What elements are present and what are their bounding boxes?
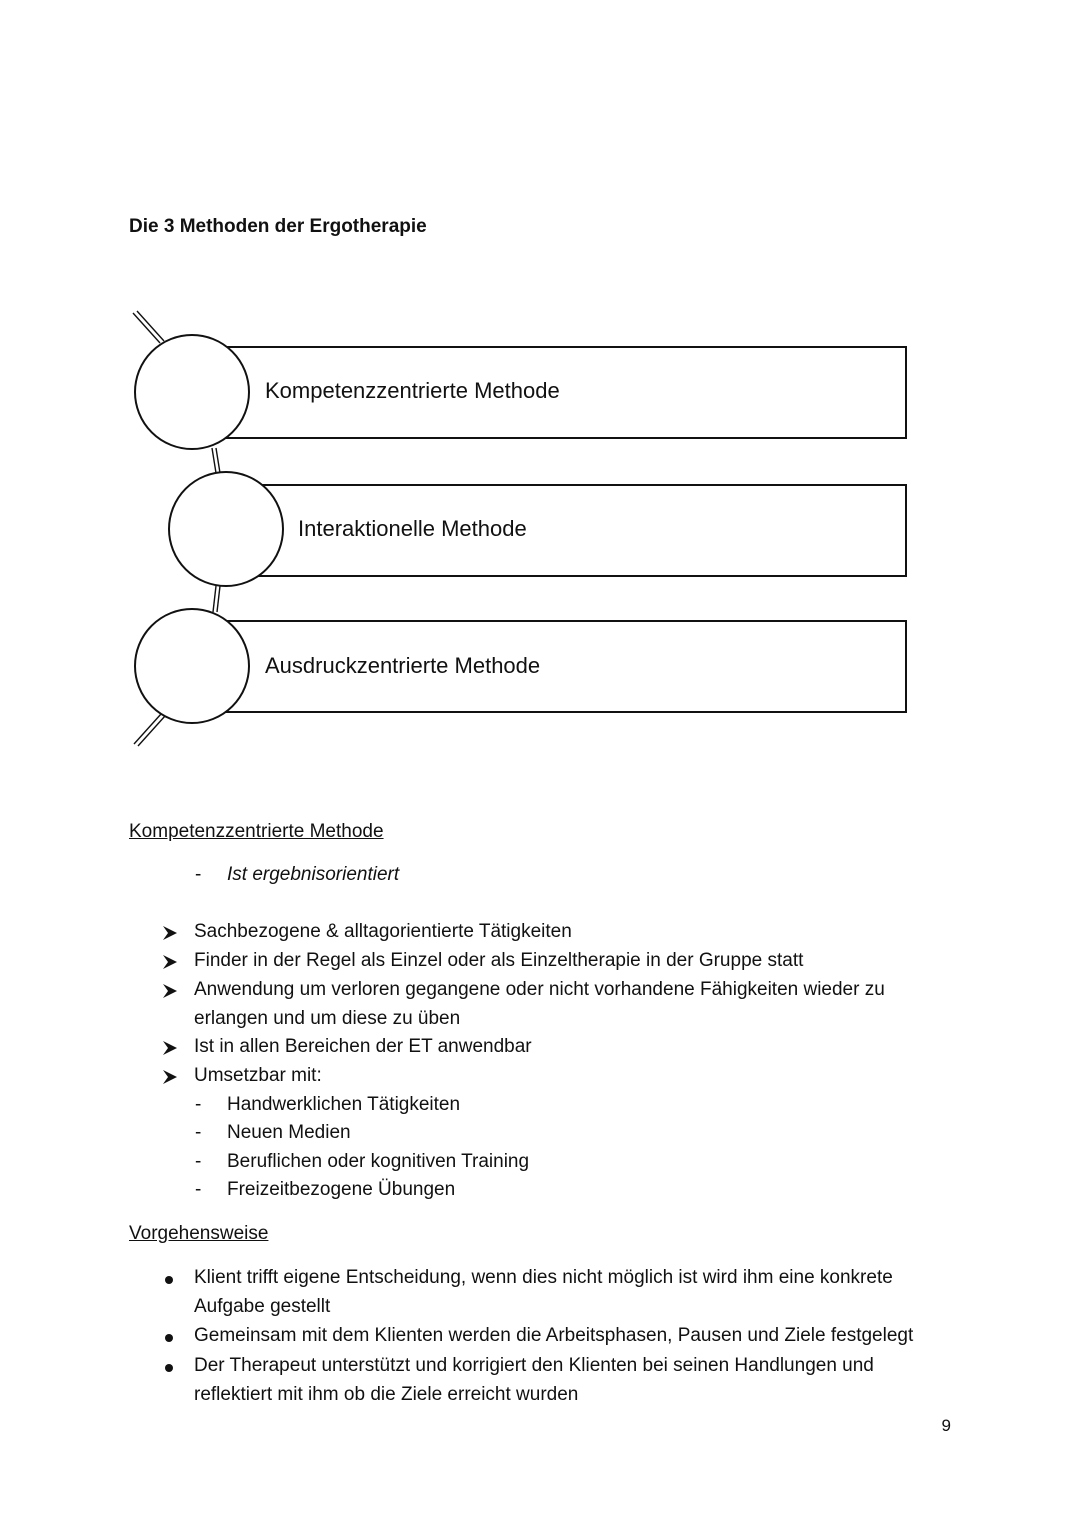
arrow-item: Umsetzbar mit: [194, 1065, 322, 1086]
arrow-item: Sachbezogene & alltagorientierte Tätigkeiten [194, 921, 572, 942]
method-label-2: Interaktionelle Methode [298, 516, 527, 541]
bullet-item: Der Therapeut unterstützt und korrigiert den Klienten bei seinen Handlungen und [194, 1355, 874, 1376]
sub-dash-item: Neuen Medien [227, 1122, 351, 1143]
arrow-bullet-icon [162, 954, 178, 970]
bullet-dot-icon [165, 1334, 173, 1342]
arrow-item-continuation: erlangen und um diese zu üben [194, 1008, 461, 1029]
dash-marker: - [195, 1179, 202, 1200]
section-heading-kompetenz: Kompetenzzentrierte Methode [129, 821, 384, 842]
arrow-bullet-icon [162, 1069, 178, 1085]
bullet-dot-icon [165, 1276, 173, 1284]
bullet-dot-icon [165, 1364, 173, 1372]
arrow-bullet-icon [162, 983, 178, 999]
method-circle-3 [135, 609, 249, 723]
dash-marker: - [195, 1151, 202, 1172]
bullet-item: Gemeinsam mit dem Klienten werden die Arbeitsphasen, Pausen und Ziele festgelegt [194, 1325, 914, 1346]
page-number: 9 [941, 1416, 951, 1435]
arrow-bullet-icon [162, 925, 178, 941]
section-heading-vorgehensweise: Vorgehensweise [129, 1223, 269, 1244]
method-label-3: Ausdruckzentrierte Methode [265, 653, 541, 678]
sub-dash-item: Beruflichen oder kognitiven Training [227, 1151, 530, 1172]
sub-dash-item: Freizeitbezogene Übungen [227, 1179, 456, 1200]
bullet-item-continuation: Aufgabe gestellt [194, 1296, 331, 1317]
dash-marker: - [195, 1122, 202, 1143]
bullet-item: Klient trifft eigene Entscheidung, wenn dies nicht möglich ist wird ihm eine konkrete [194, 1267, 893, 1288]
bullet-item-continuation: reflektiert mit ihm ob die Ziele erreicht wurden [194, 1384, 579, 1405]
method-label-1: Kompetenzzentrierte Methode [265, 378, 560, 403]
arrow-item: Anwendung um verloren gegangene oder nicht vorhandene Fähigkeiten wieder zu [194, 979, 885, 1000]
dash-marker: - [195, 1094, 202, 1115]
arrow-item: Ist in allen Bereichen der ET anwendbar [194, 1036, 532, 1057]
sub-dash-item: Handwerklichen Tätigkeiten [227, 1094, 461, 1115]
dash-item: Ist ergebnisorientiert [227, 864, 400, 885]
arrow-bullet-icon [162, 1040, 178, 1056]
page-title: Die 3 Methoden der Ergotherapie [129, 216, 427, 237]
method-circle-2 [169, 472, 283, 586]
arrow-item: Finder in der Regel als Einzel oder als Einzeltherapie in der Gruppe statt [194, 950, 804, 971]
method-circle-1 [135, 335, 249, 449]
dash-marker: - [195, 864, 202, 885]
